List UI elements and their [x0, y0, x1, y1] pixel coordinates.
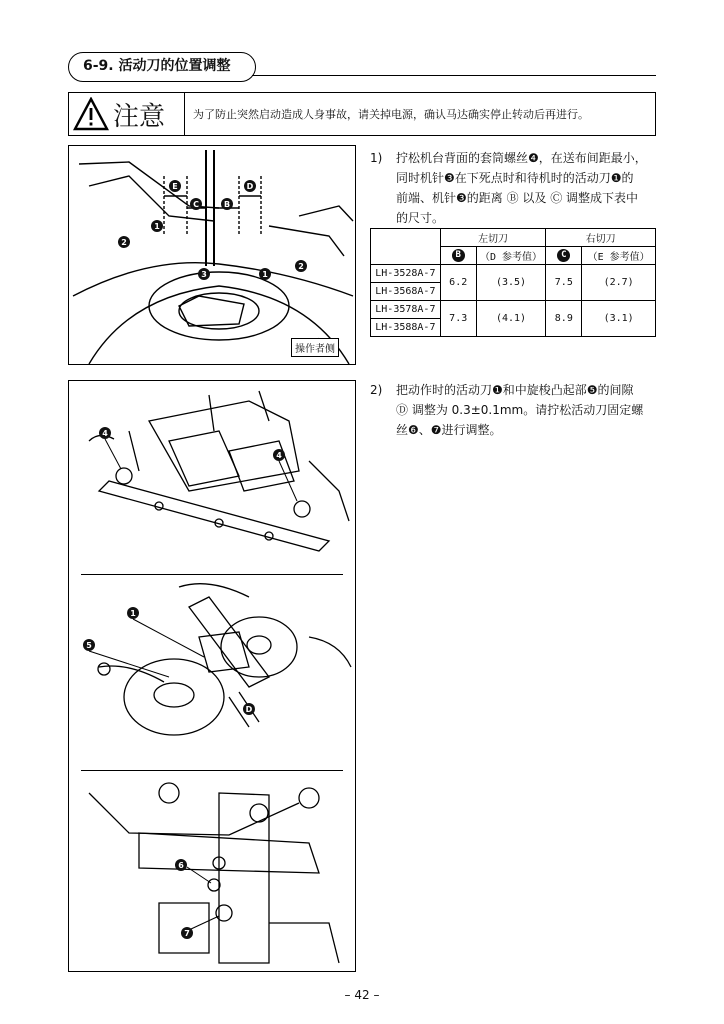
col-d-ref-header: （D 参考值）: [476, 247, 546, 265]
step-1-line-4: 的尺寸。: [396, 211, 445, 225]
svg-text:D: D: [246, 182, 254, 191]
value-c: 7.5: [546, 265, 582, 301]
step-2-number: 2): [370, 383, 383, 397]
model-cell: LH-3568A-7: [371, 283, 441, 301]
svg-text:1: 1: [154, 222, 160, 231]
knife-spec-table: [370, 228, 656, 337]
section-divider: [252, 75, 656, 76]
svg-text:1: 1: [130, 609, 136, 618]
right-knife-header: 右切刀: [546, 229, 656, 247]
screw-bar-illustration: [69, 381, 355, 573]
value-e: (3.1): [582, 301, 656, 337]
step-2-line-3: 丝❻、❼进行调整。: [396, 423, 502, 437]
col-b-header: B: [440, 247, 476, 265]
svg-text:E: E: [172, 182, 178, 191]
figure-knife-distance: [68, 145, 356, 365]
model-cell: LH-3588A-7: [371, 319, 441, 337]
step-1-number: 1): [370, 151, 383, 165]
panel-divider: [81, 574, 343, 575]
model-cell: LH-3578A-7: [371, 301, 441, 319]
col-e-ref-header: （E 参考值）: [582, 247, 656, 265]
caution-text: 为了防止突然启动造成人身事故，请关掉电源，确认马达确实停止转动后再进行。: [193, 108, 589, 121]
col-c-header: C: [546, 247, 582, 265]
value-c: 8.9: [546, 301, 582, 337]
value-b: 6.2: [440, 265, 476, 301]
page-number: – 42 –: [344, 988, 380, 1002]
warning-triangle-icon: [73, 97, 109, 131]
svg-text:4: 4: [102, 429, 108, 438]
value-d: (4.1): [476, 301, 546, 337]
svg-text:6: 6: [178, 861, 184, 870]
step-2-line-2: Ⓓ 调整为 0.3±0.1mm。请拧松活动刀固定螺: [396, 403, 644, 417]
figure-knife-gap: [68, 380, 356, 972]
svg-text:1: 1: [262, 270, 268, 279]
svg-text:2: 2: [121, 238, 127, 247]
operator-side-label: 操作者侧: [291, 338, 339, 357]
table-corner: [371, 229, 441, 265]
caution-label: 注意: [113, 101, 166, 132]
value-e: (2.7): [582, 265, 656, 301]
step-1-line-3: 前端、机针❸的距离 Ⓑ 以及 Ⓒ 调整成下表中: [396, 191, 639, 205]
model-cell: LH-3528A-7: [371, 265, 441, 283]
svg-text:3: 3: [201, 270, 207, 279]
svg-text:C: C: [193, 200, 199, 209]
section-title: 6-9. 活动刀的位置调整: [68, 52, 256, 82]
left-knife-header: 左切刀: [440, 229, 546, 247]
caution-box: [68, 92, 656, 136]
knife-distance-illustration: [69, 146, 355, 364]
svg-text:7: 7: [184, 929, 190, 938]
svg-text:4: 4: [276, 451, 282, 460]
caution-heading: [69, 93, 185, 135]
step-2: [370, 380, 660, 440]
step-1: [370, 148, 660, 228]
step-1-line-2: 同时机针❸在下死点时和待机时的活动刀❶的: [396, 171, 634, 185]
svg-text:2: 2: [298, 262, 304, 271]
value-b: 7.3: [440, 301, 476, 337]
svg-text:D: D: [245, 705, 253, 714]
value-d: (3.5): [476, 265, 546, 301]
step-2-line-1: 把动作时的活动刀❶和中旋梭凸起部❺的间隙: [396, 383, 634, 397]
fixing-screws-illustration: [69, 773, 355, 971]
step-1-line-1: 拧松机台背面的套筒螺丝❹，在送布间距最小，: [396, 151, 647, 165]
svg-text:B: B: [223, 200, 231, 209]
panel-divider: [81, 770, 343, 771]
svg-text:5: 5: [86, 641, 92, 650]
hook-gap-illustration: [69, 577, 355, 767]
